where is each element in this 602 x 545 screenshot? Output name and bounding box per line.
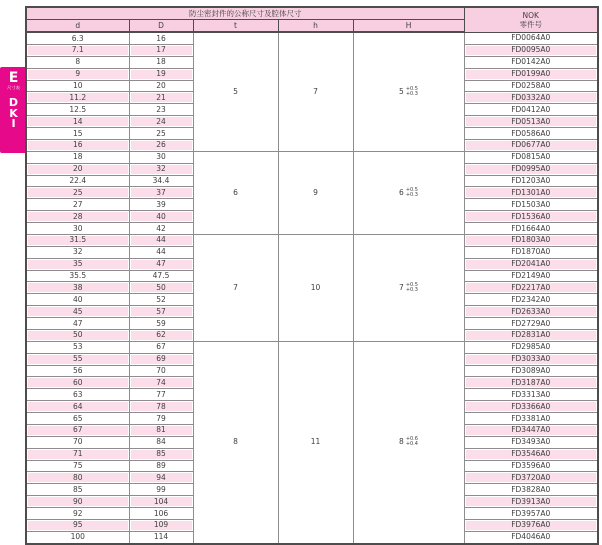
cell-nok-part-number: FD0815A0 [464,151,598,163]
cell-nok-part-number: FD3493A0 [464,436,598,448]
cell-shaft-diameter-d: 55 [26,353,129,365]
col-header-d: d [26,20,129,33]
cell-shaft-diameter-d: 75 [26,460,129,472]
cell-nok-part-number: FD3187A0 [464,377,598,389]
cell-nok-part-number: FD3596A0 [464,460,598,472]
table-title-row [26,7,598,20]
cell-shaft-diameter-d: 38 [26,282,129,294]
cell-outer-diameter-D: 70 [129,365,193,377]
cell-outer-diameter-D: 84 [129,436,193,448]
cell-nok-part-number: FD2342A0 [464,294,598,306]
cell-shaft-diameter-d: 14 [26,116,129,128]
cell-nok-part-number: FD0142A0 [464,56,598,68]
cell-shaft-diameter-d: 18 [26,151,129,163]
H-tolerance-value: 7 +0.5 +0.3 [399,281,418,293]
cell-outer-diameter-D: 25 [129,128,193,140]
cell-nok-part-number: FD2985A0 [464,341,598,353]
cell-shaft-diameter-d: 22.4 [26,175,129,187]
nok-part-number-header [464,7,598,32]
cell-outer-diameter-D: 18 [129,56,193,68]
cell-shaft-diameter-d: 35 [26,258,129,270]
merged-cell-h: 7 [278,32,353,151]
cell-outer-diameter-D: 89 [129,460,193,472]
cell-outer-diameter-D: 39 [129,199,193,211]
cell-outer-diameter-D: 23 [129,104,193,116]
cell-outer-diameter-D: 19 [129,68,193,80]
cell-outer-diameter-D: 21 [129,92,193,104]
section-sublabel: 尺寸表 [7,85,20,91]
cell-nok-part-number: FD0677A0 [464,139,598,151]
col-header-D: D [129,20,193,33]
merged-cell-t: 5 [193,32,278,151]
cell-outer-diameter-D: 109 [129,519,193,531]
cell-outer-diameter-D: 74 [129,377,193,389]
cell-nok-part-number: FD3381A0 [464,413,598,425]
H-tolerance-value: 8 +0.6 +0.4 [399,435,418,448]
cell-outer-diameter-D: 24 [129,116,193,128]
table-row [26,341,598,353]
cell-outer-diameter-D: 26 [129,139,193,151]
cell-outer-diameter-D: 78 [129,401,193,413]
cell-nok-part-number: FD0199A0 [464,68,598,80]
cell-outer-diameter-D: 57 [129,306,193,318]
cell-shaft-diameter-d: 30 [26,223,129,235]
cell-shaft-diameter-d: 20 [26,163,129,175]
cell-outer-diameter-D: 47.5 [129,270,193,282]
cell-outer-diameter-D: 17 [129,44,193,56]
cell-outer-diameter-D: 85 [129,448,193,460]
merged-cell-h: 11 [278,341,353,543]
cell-nok-part-number: FD0412A0 [464,104,598,116]
cell-outer-diameter-D: 81 [129,424,193,436]
H-tolerance-value: 6 +0.5 +0.3 [399,186,418,198]
cell-nok-part-number: FD3546A0 [464,448,598,460]
col-header-t: t [193,20,278,33]
cell-shaft-diameter-d: 65 [26,413,129,425]
cell-outer-diameter-D: 104 [129,496,193,508]
table-row [26,234,598,246]
series-letter-d: D [8,96,19,109]
nok-label: NOK [522,10,539,20]
cell-shaft-diameter-d: 28 [26,211,129,223]
table-title: 防尘密封件的公称尺寸及腔体尺寸 [26,7,464,20]
cell-shaft-diameter-d: 45 [26,306,129,318]
cell-shaft-diameter-d: 71 [26,448,129,460]
cell-outer-diameter-D: 99 [129,484,193,496]
cell-shaft-diameter-d: 56 [26,365,129,377]
cell-shaft-diameter-d: 90 [26,496,129,508]
cell-outer-diameter-D: 32 [129,163,193,175]
cell-shaft-diameter-d: 53 [26,341,129,353]
cell-outer-diameter-D: 40 [129,211,193,223]
cell-outer-diameter-D: 52 [129,294,193,306]
cell-shaft-diameter-d: 63 [26,389,129,401]
cell-nok-part-number: FD3913A0 [464,496,598,508]
cell-outer-diameter-D: 50 [129,282,193,294]
cell-nok-part-number: FD0258A0 [464,80,598,92]
merged-cell-h: 10 [278,234,353,341]
cell-nok-part-number: FD1503A0 [464,199,598,211]
series-letter-k: K [9,106,18,120]
cell-shaft-diameter-d: 11.2 [26,92,129,104]
H-tolerance-value: 5 +0.5 +0.3 [399,85,418,97]
cell-outer-diameter-D: 47 [129,258,193,270]
cell-shaft-diameter-d: 6.3 [26,32,129,44]
cell-shaft-diameter-d: 12.5 [26,104,129,116]
cell-nok-part-number: FD3976A0 [464,519,598,531]
cell-shaft-diameter-d: 15 [26,128,129,140]
merged-cell-t: 8 [193,341,278,543]
cell-outer-diameter-D: 94 [129,472,193,484]
cell-shaft-diameter-d: 60 [26,377,129,389]
cell-shaft-diameter-d: 27 [26,199,129,211]
cell-shaft-diameter-d: 85 [26,484,129,496]
cell-nok-part-number: FD3720A0 [464,472,598,484]
cell-nok-part-number: FD0332A0 [464,92,598,104]
sidebar-section-tab [0,67,27,153]
cell-nok-part-number: FD4046A0 [464,531,598,543]
cell-nok-part-number: FD3089A0 [464,365,598,377]
cell-nok-part-number: FD3447A0 [464,424,598,436]
cell-nok-part-number: FD1870A0 [464,246,598,258]
merged-cell-H-with-tolerance [353,234,464,341]
col-header-h: h [278,20,353,33]
col-header-H: H [353,20,464,33]
cell-outer-diameter-D: 42 [129,223,193,235]
cell-nok-part-number: FD2217A0 [464,282,598,294]
cell-shaft-diameter-d: 67 [26,424,129,436]
cell-nok-part-number: FD0095A0 [464,44,598,56]
merged-cell-H-with-tolerance [353,32,464,151]
cell-shaft-diameter-d: 95 [26,519,129,531]
cell-nok-part-number: FD3828A0 [464,484,598,496]
cell-nok-part-number: FD2831A0 [464,329,598,341]
cell-shaft-diameter-d: 64 [26,401,129,413]
cell-outer-diameter-D: 44 [129,246,193,258]
merged-cell-h: 9 [278,151,353,234]
cell-nok-part-number: FD1203A0 [464,175,598,187]
cell-nok-part-number: FD3366A0 [464,401,598,413]
cell-shaft-diameter-d: 25 [26,187,129,199]
cell-outer-diameter-D: 16 [129,32,193,44]
cell-outer-diameter-D: 20 [129,80,193,92]
cell-outer-diameter-D: 62 [129,329,193,341]
cell-nok-part-number: FD2633A0 [464,306,598,318]
cell-shaft-diameter-d: 80 [26,472,129,484]
cell-outer-diameter-D: 79 [129,413,193,425]
cell-nok-part-number: FD3957A0 [464,508,598,520]
cell-nok-part-number: FD1536A0 [464,211,598,223]
merged-cell-H-with-tolerance [353,151,464,234]
cell-nok-part-number: FD2149A0 [464,270,598,282]
cell-nok-part-number: FD2729A0 [464,318,598,330]
cell-nok-part-number: FD2041A0 [464,258,598,270]
cell-outer-diameter-D: 106 [129,508,193,520]
cell-shaft-diameter-d: 7.1 [26,44,129,56]
cell-shaft-diameter-d: 31.5 [26,234,129,246]
cell-nok-part-number: FD1803A0 [464,234,598,246]
merged-cell-t: 6 [193,151,278,234]
cell-shaft-diameter-d: 70 [26,436,129,448]
cell-shaft-diameter-d: 16 [26,139,129,151]
cell-nok-part-number: FD1301A0 [464,187,598,199]
cell-outer-diameter-D: 77 [129,389,193,401]
cell-outer-diameter-D: 67 [129,341,193,353]
merged-cell-H-with-tolerance [353,341,464,543]
cell-outer-diameter-D: 34.4 [129,175,193,187]
cell-outer-diameter-D: 44 [129,234,193,246]
cell-nok-part-number: FD1664A0 [464,223,598,235]
series-letter-i: I [11,117,16,130]
cell-outer-diameter-D: 69 [129,353,193,365]
cell-shaft-diameter-d: 10 [26,80,129,92]
cell-shaft-diameter-d: 8 [26,56,129,68]
cell-outer-diameter-D: 59 [129,318,193,330]
merged-cell-t: 7 [193,234,278,341]
table-row [26,151,598,163]
cell-nok-part-number: FD3033A0 [464,353,598,365]
cell-nok-part-number: FD0995A0 [464,163,598,175]
cell-outer-diameter-D: 30 [129,151,193,163]
cell-shaft-diameter-d: 32 [26,246,129,258]
cell-outer-diameter-D: 114 [129,531,193,543]
cell-shaft-diameter-d: 92 [26,508,129,520]
cell-nok-part-number: FD3313A0 [464,389,598,401]
cell-nok-part-number: FD0586A0 [464,128,598,140]
cell-shaft-diameter-d: 100 [26,531,129,543]
part-number-label: 零件号 [519,19,543,29]
dimension-table [25,6,599,545]
cell-nok-part-number: FD0064A0 [464,32,598,44]
table-body [26,32,598,544]
cell-shaft-diameter-d: 47 [26,318,129,330]
series-code [9,98,18,130]
cell-shaft-diameter-d: 35.5 [26,270,129,282]
cell-shaft-diameter-d: 9 [26,68,129,80]
section-letter: E [8,70,19,86]
cell-outer-diameter-D: 37 [129,187,193,199]
cell-nok-part-number: FD0513A0 [464,116,598,128]
cell-shaft-diameter-d: 40 [26,294,129,306]
cell-shaft-diameter-d: 50 [26,329,129,341]
table-row [26,32,598,44]
